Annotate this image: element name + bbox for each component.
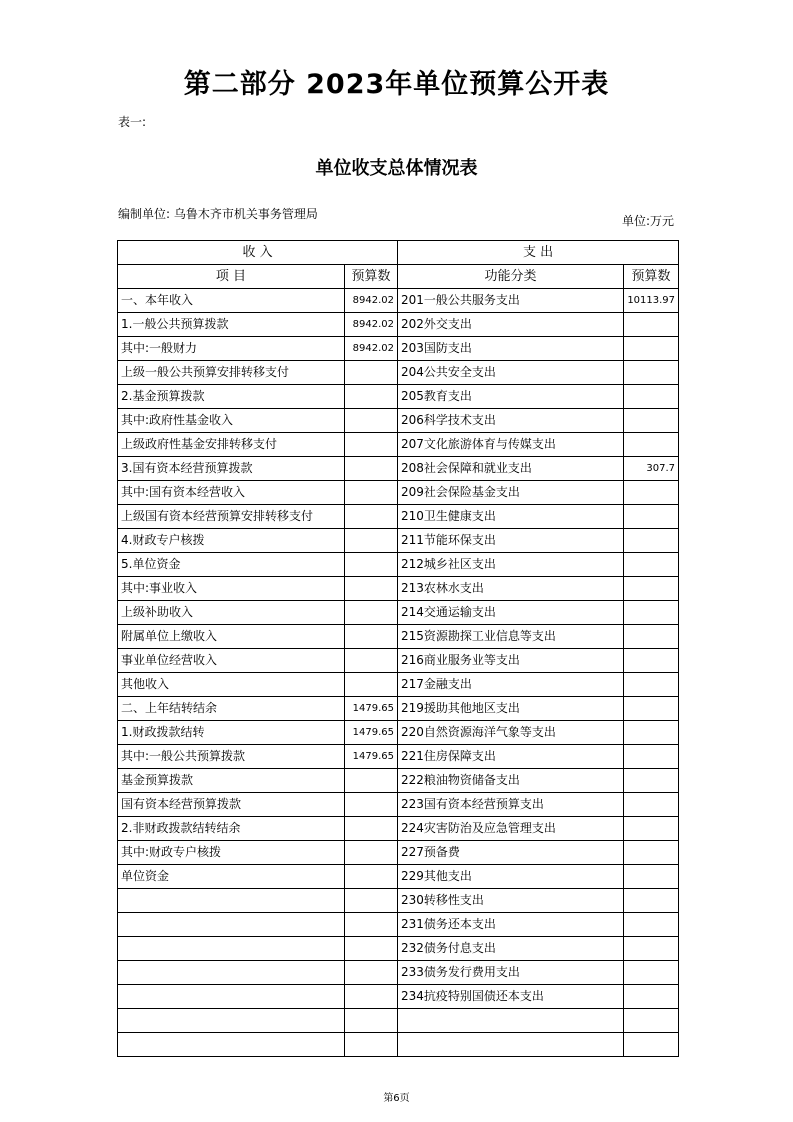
expense-function-cell: 216商业服务业等支出 (398, 649, 624, 673)
expense-function-cell: 209社会保险基金支出 (398, 481, 624, 505)
table-row (118, 1009, 679, 1033)
table-number: 表一: (118, 115, 147, 129)
expense-function-cell: 219援助其他地区支出 (398, 697, 624, 721)
expense-function-cell: 211节能环保支出 (398, 529, 624, 553)
income-amount-cell (345, 529, 398, 553)
table-row (118, 601, 679, 625)
income-item-cell: 附属单位上缴收入 (118, 625, 345, 649)
expense-function-cell (398, 1009, 624, 1033)
table-row (118, 1033, 679, 1057)
expense-amount-cell (624, 481, 679, 505)
expense-amount-cell (624, 409, 679, 433)
expense-amount-cell (624, 673, 679, 697)
table-row (118, 865, 679, 889)
expense-function-cell: 201一般公共服务支出 (398, 289, 624, 313)
table-section-header-row (118, 241, 679, 265)
table-row (118, 529, 679, 553)
income-item-cell: 1.财政拨款结转 (118, 721, 345, 745)
table-row (118, 625, 679, 649)
expense-function-cell: 214交通运输支出 (398, 601, 624, 625)
income-amount-cell (345, 649, 398, 673)
expense-amount-cell (624, 841, 679, 865)
expense-amount-cell (624, 745, 679, 769)
expense-amount-cell (624, 649, 679, 673)
income-item-cell: 一、本年收入 (118, 289, 345, 313)
table-row (118, 433, 679, 457)
income-amount-cell (345, 769, 398, 793)
income-budget-column-header: 预算数 (345, 265, 398, 289)
expense-function-cell: 224灾害防治及应急管理支出 (398, 817, 624, 841)
income-amount-cell (345, 505, 398, 529)
expense-amount-cell (624, 937, 679, 961)
compiling-unit: 编制单位: 乌鲁木齐市机关事务管理局 (118, 207, 318, 221)
income-amount-cell: 1479.65 (345, 721, 398, 745)
expense-amount-cell (624, 601, 679, 625)
income-amount-cell (345, 937, 398, 961)
table-row (118, 769, 679, 793)
expense-function-cell: 212城乡社区支出 (398, 553, 624, 577)
income-item-cell (118, 961, 345, 985)
income-amount-cell (345, 457, 398, 481)
expense-function-cell: 213农林水支出 (398, 577, 624, 601)
income-amount-cell (345, 361, 398, 385)
table-row (118, 745, 679, 769)
expense-amount-cell (624, 529, 679, 553)
income-item-cell: 1.一般公共预算拨款 (118, 313, 345, 337)
income-item-cell: 2.基金预算拨款 (118, 385, 345, 409)
income-amount-cell (345, 961, 398, 985)
expense-function-cell: 233债务发行费用支出 (398, 961, 624, 985)
expense-amount-cell: 307.7 (624, 457, 679, 481)
table-row (118, 889, 679, 913)
income-item-cell: 其中:事业收入 (118, 577, 345, 601)
expense-function-cell: 210卫生健康支出 (398, 505, 624, 529)
table-row (118, 481, 679, 505)
expense-function-cell: 221住房保障支出 (398, 745, 624, 769)
table-title: 单位收支总体情况表 (315, 158, 478, 179)
expense-function-cell: 202外交支出 (398, 313, 624, 337)
item-column-header: 项 目 (118, 265, 345, 289)
expense-amount-cell (624, 889, 679, 913)
function-class-column-header: 功能分类 (398, 265, 624, 289)
income-item-cell: 其中:一般公共预算拨款 (118, 745, 345, 769)
income-amount-cell (345, 481, 398, 505)
expense-function-cell: 232债务付息支出 (398, 937, 624, 961)
table-row (118, 457, 679, 481)
table-column-header-row (118, 265, 679, 289)
income-item-cell: 其中:国有资本经营收入 (118, 481, 345, 505)
income-amount-cell (345, 841, 398, 865)
expense-amount-cell (624, 1033, 679, 1057)
expense-amount-cell (624, 313, 679, 337)
income-amount-cell (345, 1009, 398, 1033)
table-row (118, 697, 679, 721)
expense-function-cell: 217金融支出 (398, 673, 624, 697)
income-amount-cell: 8942.02 (345, 337, 398, 361)
income-amount-cell (345, 865, 398, 889)
income-item-cell: 3.国有资本经营预算拨款 (118, 457, 345, 481)
expense-function-cell (398, 1033, 624, 1057)
expense-function-cell: 229其他支出 (398, 865, 624, 889)
table-row (118, 409, 679, 433)
income-item-cell: 上级一般公共预算安排转移支付 (118, 361, 345, 385)
income-item-cell: 其中:一般财力 (118, 337, 345, 361)
income-amount-cell (345, 433, 398, 457)
income-item-cell: 上级补助收入 (118, 601, 345, 625)
expense-function-cell: 203国防支出 (398, 337, 624, 361)
table-row (118, 313, 679, 337)
table-row (118, 361, 679, 385)
expense-function-cell: 207文化旅游体育与传媒支出 (398, 433, 624, 457)
table-row (118, 793, 679, 817)
expense-section-header: 支 出 (398, 241, 679, 265)
table-row (118, 961, 679, 985)
expense-amount-cell (624, 625, 679, 649)
expense-function-cell: 230转移性支出 (398, 889, 624, 913)
income-amount-cell (345, 793, 398, 817)
income-item-cell (118, 985, 345, 1009)
expense-function-cell: 231债务还本支出 (398, 913, 624, 937)
table-row (118, 577, 679, 601)
expense-amount-cell (624, 985, 679, 1009)
table-row (118, 289, 679, 313)
expense-function-cell: 208社会保障和就业支出 (398, 457, 624, 481)
expense-function-cell: 205教育支出 (398, 385, 624, 409)
expense-amount-cell (624, 1009, 679, 1033)
income-item-cell: 基金预算拨款 (118, 769, 345, 793)
expense-amount-cell (624, 913, 679, 937)
income-item-cell: 2.非财政拨款结转结余 (118, 817, 345, 841)
income-item-cell: 其中:政府性基金收入 (118, 409, 345, 433)
income-item-cell: 单位资金 (118, 865, 345, 889)
table-row (118, 985, 679, 1009)
page-title: 第二部分 2023年单位预算公开表 (183, 69, 610, 100)
income-item-cell (118, 937, 345, 961)
income-item-cell: 5.单位资金 (118, 553, 345, 577)
income-item-cell (118, 889, 345, 913)
income-item-cell: 其中:财政专户核拨 (118, 841, 345, 865)
income-item-cell (118, 913, 345, 937)
budget-summary-table (117, 240, 679, 1057)
income-amount-cell: 8942.02 (345, 313, 398, 337)
table-row (118, 649, 679, 673)
currency-unit: 单位:万元 (621, 214, 674, 228)
income-amount-cell (345, 817, 398, 841)
expense-amount-cell (624, 505, 679, 529)
table-row (118, 937, 679, 961)
expense-function-cell: 215资源勘探工业信息等支出 (398, 625, 624, 649)
income-amount-cell (345, 889, 398, 913)
income-item-cell: 国有资本经营预算拨款 (118, 793, 345, 817)
income-amount-cell: 8942.02 (345, 289, 398, 313)
expense-amount-cell (624, 697, 679, 721)
table-row (118, 553, 679, 577)
income-amount-cell (345, 385, 398, 409)
table-row (118, 505, 679, 529)
income-amount-cell (345, 409, 398, 433)
page-number: 第6页 (383, 1093, 410, 1104)
income-amount-cell: 1479.65 (345, 745, 398, 769)
expense-function-cell: 227预备费 (398, 841, 624, 865)
income-item-cell: 事业单位经营收入 (118, 649, 345, 673)
expense-budget-column-header: 预算数 (624, 265, 679, 289)
expense-amount-cell (624, 337, 679, 361)
expense-amount-cell (624, 817, 679, 841)
expense-amount-cell (624, 385, 679, 409)
income-amount-cell (345, 673, 398, 697)
expense-amount-cell (624, 577, 679, 601)
expense-amount-cell (624, 553, 679, 577)
table-body (118, 289, 679, 1057)
expense-function-cell: 223国有资本经营预算支出 (398, 793, 624, 817)
income-section-header: 收 入 (118, 241, 398, 265)
table-row (118, 913, 679, 937)
income-item-cell: 其他收入 (118, 673, 345, 697)
table-row (118, 817, 679, 841)
expense-amount-cell (624, 793, 679, 817)
expense-function-cell: 220自然资源海洋气象等支出 (398, 721, 624, 745)
income-amount-cell (345, 577, 398, 601)
income-item-cell: 上级国有资本经营预算安排转移支付 (118, 505, 345, 529)
expense-amount-cell (624, 433, 679, 457)
table-row (118, 385, 679, 409)
expense-amount-cell (624, 865, 679, 889)
expense-amount-cell: 10113.97 (624, 289, 679, 313)
expense-function-cell: 206科学技术支出 (398, 409, 624, 433)
expense-amount-cell (624, 961, 679, 985)
income-amount-cell (345, 913, 398, 937)
income-item-cell (118, 1009, 345, 1033)
table-row (118, 673, 679, 697)
expense-function-cell: 234抗疫特别国债还本支出 (398, 985, 624, 1009)
income-amount-cell (345, 1033, 398, 1057)
income-amount-cell (345, 553, 398, 577)
expense-function-cell: 222粮油物资储备支出 (398, 769, 624, 793)
income-amount-cell (345, 601, 398, 625)
table-row (118, 721, 679, 745)
table-row (118, 337, 679, 361)
income-item-cell: 上级政府性基金安排转移支付 (118, 433, 345, 457)
income-amount-cell (345, 625, 398, 649)
income-amount-cell (345, 985, 398, 1009)
table-row (118, 841, 679, 865)
expense-function-cell: 204公共安全支出 (398, 361, 624, 385)
expense-amount-cell (624, 361, 679, 385)
income-item-cell: 二、上年结转结余 (118, 697, 345, 721)
income-amount-cell: 1479.65 (345, 697, 398, 721)
income-item-cell: 4.财政专户核拨 (118, 529, 345, 553)
expense-amount-cell (624, 769, 679, 793)
income-item-cell (118, 1033, 345, 1057)
expense-amount-cell (624, 721, 679, 745)
